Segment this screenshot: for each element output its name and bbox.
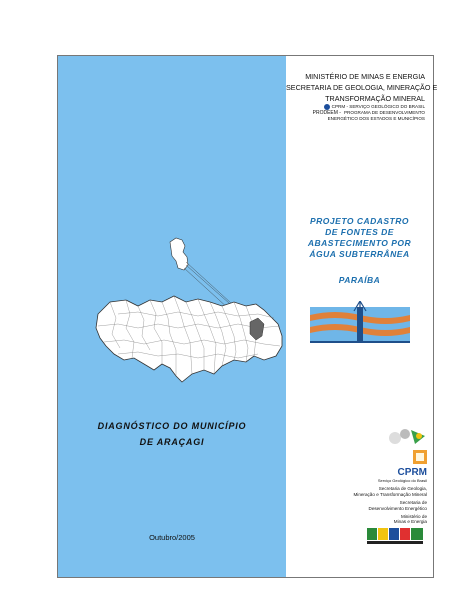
- institutional-logos: [337, 426, 427, 544]
- secretariat-energy-caption: [337, 500, 427, 511]
- prodeem-line2: ENERGÉTICO DOS ESTADOS E MUNICÍPIOS: [327, 116, 425, 122]
- sec2-line1: Secretaria de: [399, 500, 427, 506]
- cprm-logo-icon: [324, 104, 330, 110]
- diagnosis-line2: DE ARAÇAGI: [139, 437, 205, 447]
- prodeem-line1: PROGRAMA DE DESENVOLVIMENTO: [343, 110, 425, 116]
- left-panel: [58, 56, 286, 577]
- project-line1: PROJETO CADASTRO: [310, 216, 409, 226]
- government-seal-icon: [413, 450, 427, 464]
- state-name: PARAÍBA: [338, 275, 381, 285]
- sec2-line2: Desenvolvimento Energético: [368, 505, 427, 511]
- secretariat-line2: TRANSFORMAÇÃO MINERAL: [325, 94, 425, 103]
- right-panel: [286, 56, 438, 577]
- brasil-government-logo-icon: [367, 528, 427, 544]
- project-line2: DE FONTES DE: [325, 227, 394, 237]
- prodeem-row2: [286, 116, 425, 122]
- cprm-subtitle: Serviço Geológico do Brasil: [377, 478, 427, 483]
- ministry-caption: [337, 514, 427, 525]
- diagnosis-title: [58, 418, 286, 450]
- ministry-line: MINISTÉRIO DE MINAS E ENERGIA: [305, 72, 425, 81]
- publication-date: Outubro/2005: [149, 533, 195, 542]
- ministry-header: [286, 71, 438, 122]
- paraiba-map: [58, 56, 286, 396]
- min-line2: Minas e Energia: [393, 519, 427, 525]
- diagnosis-line1: DIAGNÓSTICO DO MUNICÍPIO: [97, 421, 247, 431]
- cprm-line: CPRM - SERVIÇO GEOLÓGICO DO BRASIL: [331, 104, 425, 110]
- project-title: [286, 216, 433, 260]
- prodeem-tag: PRODEEM -: [312, 110, 341, 117]
- groundwater-well-illustration: [310, 301, 410, 343]
- sec1-line1: Secretaria de Geologia,: [378, 486, 427, 492]
- cover-page: [57, 55, 438, 578]
- min-line1: Ministério de: [400, 514, 427, 520]
- project-line3: ABASTECIMENTO POR: [307, 238, 412, 248]
- cprm-logo-text: CPRM: [397, 467, 427, 478]
- project-line4: ÁGUA SUBTERRÂNEA: [309, 249, 410, 259]
- municipality-inset: [170, 238, 188, 270]
- sec1-line2: Mineração e Transformação Mineral: [353, 491, 427, 497]
- secretariat-geology-caption: [337, 486, 427, 497]
- prodeem-logo-icon: [387, 426, 427, 448]
- secretariat-line1: SECRETARIA DE GEOLOGIA, MINERAÇÃO E: [286, 83, 438, 92]
- cprm-block: [337, 468, 427, 483]
